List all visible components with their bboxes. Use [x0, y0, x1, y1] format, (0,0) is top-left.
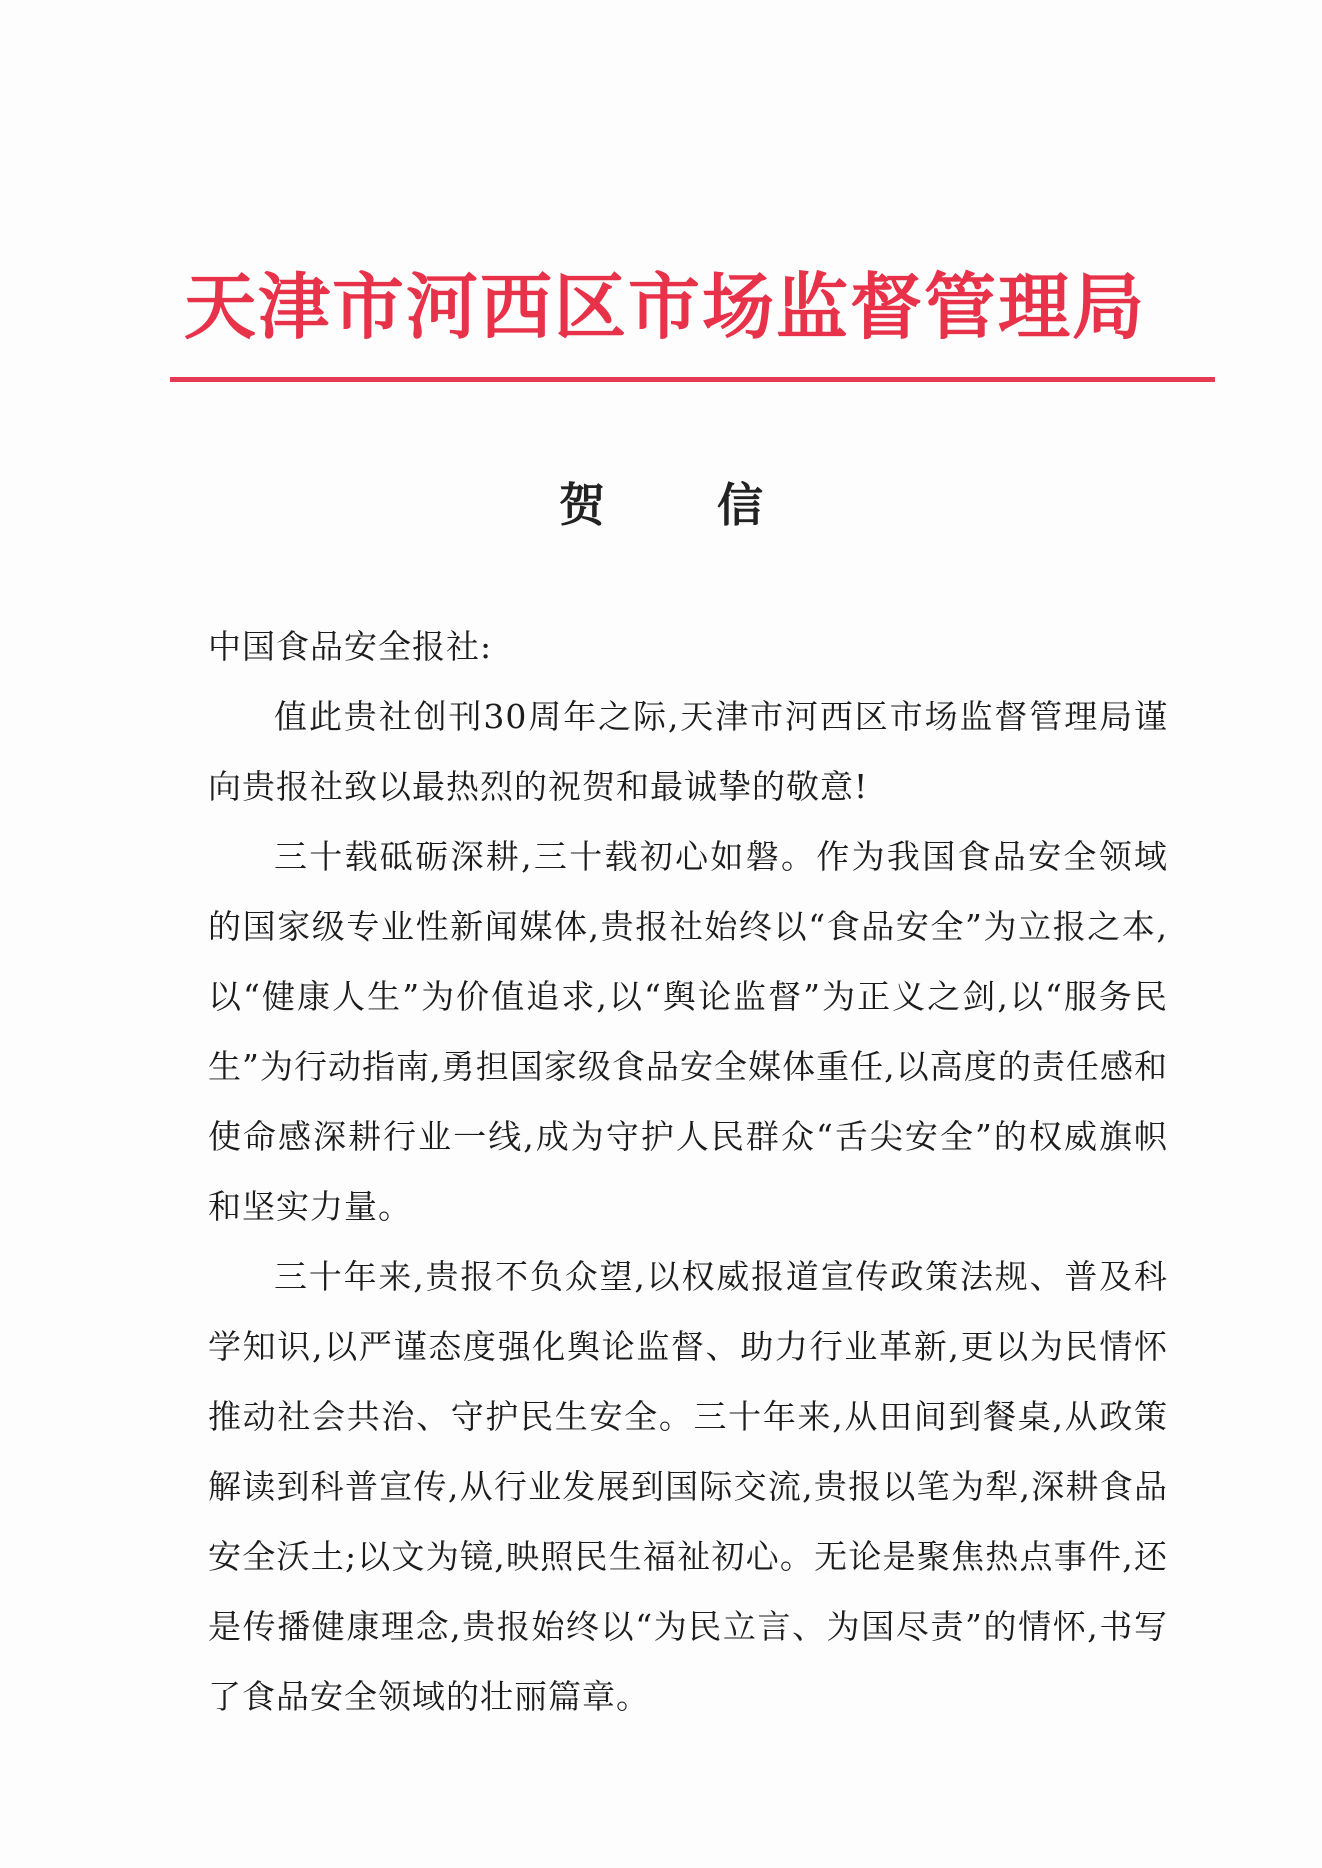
salutation: 中国食品安全报社: — [208, 627, 493, 666]
body-paragraph: 三十年来,贵报不负众望,以权威报道宣传政策法规、普及科学知识,以严谨态度强化舆论监督、助力行业革新,更以为民情怀推动社会共治、守护民生安全。三十年来,从田间到餐桌,从政策解读到科普宣传,从行业发展到国际交流,贵报以笔为犁,深耕食品安全沃土;以文为镜,映照民生福祉初心。无论是聚焦热点事件,还是传播健康理念,贵报始终以“为民立言、为国尽责”的情怀,书写了食品安全领域的壮丽篇章。 — [208, 1257, 1168, 1716]
letterhead-divider — [170, 377, 1215, 382]
body-paragraph: 值此贵社创刊30周年之际,天津市河西区市场监督管理局谨向贵报社致以最热烈的祝贺和最诚挚的敬意! — [208, 697, 1168, 806]
letterhead-title: 天津市河西区市场监督管理局 — [183, 265, 1146, 349]
letter-body — [208, 612, 1168, 1732]
document-title: 贺 信 — [558, 478, 811, 532]
body-paragraph: 三十载砥砺深耕,三十载初心如磐。作为我国食品安全领域的国家级专业性新闻媒体,贵报社始终以“食品安全”为立报之本,以“健康人生”为价值追求,以“舆论监督”为正义之剑,以“服务民生”为行动指南,勇担国家级食品安全媒体重任,以高度的责任感和使命感深耕行业一线,成为守护人民群众“舌尖安全”的权威旗帜和坚实力量。 — [208, 837, 1168, 1226]
